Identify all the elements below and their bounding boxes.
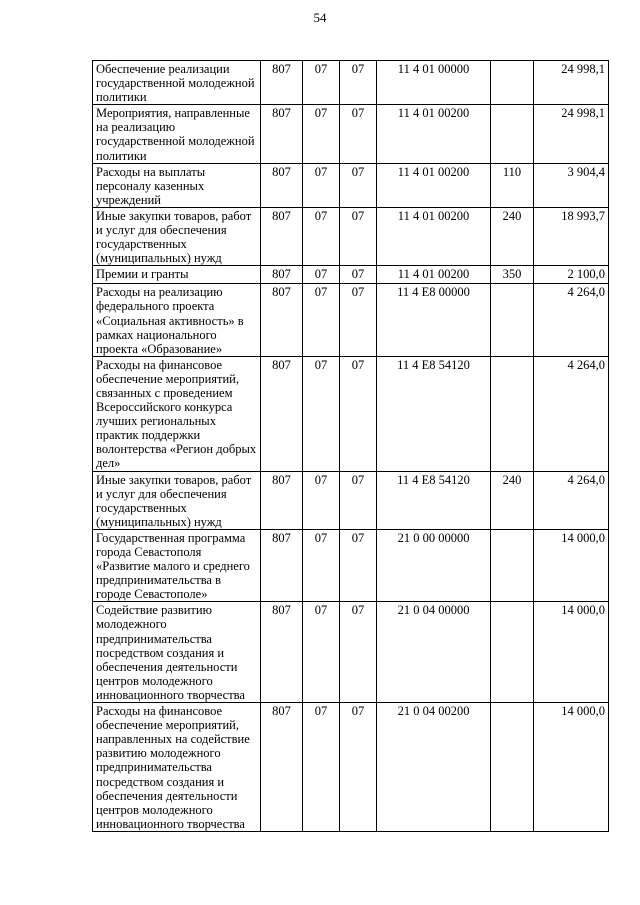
ministry-code-cell: 807 — [261, 266, 303, 284]
target-article-code-cell: 11 4 E8 00000 — [377, 284, 491, 356]
subsection-code-cell: 07 — [340, 207, 377, 265]
subsection-code-cell: 07 — [340, 602, 377, 703]
ministry-code-cell: 807 — [261, 284, 303, 356]
expense-type-code-cell — [491, 703, 534, 832]
target-article-code-cell: 21 0 04 00200 — [377, 703, 491, 832]
target-article-code-cell: 11 4 E8 54120 — [377, 471, 491, 529]
expense-type-code-cell — [491, 602, 534, 703]
expense-type-code-cell: 350 — [491, 266, 534, 284]
target-article-code-cell: 21 0 00 00000 — [377, 529, 491, 601]
section-code-cell: 07 — [303, 105, 340, 163]
ministry-code-cell: 807 — [261, 105, 303, 163]
section-code-cell: 07 — [303, 602, 340, 703]
section-code-cell: 07 — [303, 529, 340, 601]
subsection-code-cell: 07 — [340, 284, 377, 356]
subsection-code-cell: 07 — [340, 61, 377, 105]
expense-type-code-cell — [491, 105, 534, 163]
table-row — [93, 207, 609, 265]
section-code-cell: 07 — [303, 61, 340, 105]
expense-type-code-cell — [491, 284, 534, 356]
section-code-cell: 07 — [303, 284, 340, 356]
section-code-cell: 07 — [303, 163, 340, 207]
amount-cell: 3 904,4 — [534, 163, 609, 207]
subsection-code-cell: 07 — [340, 529, 377, 601]
section-code-cell: 07 — [303, 207, 340, 265]
subsection-code-cell: 07 — [340, 356, 377, 471]
expense-name-cell: Иные закупки товаров, работ и услуг для обеспечения государственных (муниципальных) нужд — [93, 471, 261, 529]
table-row — [93, 529, 609, 601]
target-article-code-cell: 11 4 01 00200 — [377, 266, 491, 284]
subsection-code-cell: 07 — [340, 105, 377, 163]
ministry-code-cell: 807 — [261, 61, 303, 105]
expense-type-code-cell: 240 — [491, 471, 534, 529]
subsection-code-cell: 07 — [340, 266, 377, 284]
target-article-code-cell: 11 4 01 00200 — [377, 207, 491, 265]
amount-cell: 24 998,1 — [534, 61, 609, 105]
ministry-code-cell: 807 — [261, 703, 303, 832]
table-row — [93, 105, 609, 163]
target-article-code-cell: 11 4 E8 54120 — [377, 356, 491, 471]
section-code-cell: 07 — [303, 266, 340, 284]
target-article-code-cell: 11 4 01 00000 — [377, 61, 491, 105]
subsection-code-cell: 07 — [340, 163, 377, 207]
expense-type-code-cell — [491, 529, 534, 601]
ministry-code-cell: 807 — [261, 207, 303, 265]
subsection-code-cell: 07 — [340, 471, 377, 529]
amount-cell: 14 000,0 — [534, 529, 609, 601]
target-article-code-cell: 11 4 01 00200 — [377, 105, 491, 163]
expense-name-cell: Расходы на финансовое обеспечение мероприятий, связанных с проведением Всероссийского конкурса лучших региональных практик поддержки волонтерства «Регион добрых дел» — [93, 356, 261, 471]
expense-name-cell: Расходы на реализацию федерального проекта «Социальная активность» в рамках национального проекта «Образование» — [93, 284, 261, 356]
amount-cell: 14 000,0 — [534, 703, 609, 832]
budget-table — [92, 60, 609, 832]
amount-cell: 4 264,0 — [534, 471, 609, 529]
table-row — [93, 284, 609, 356]
expense-name-cell: Мероприятия, направленные на реализацию государственной молодежной политики — [93, 105, 261, 163]
table-row — [93, 471, 609, 529]
target-article-code-cell: 11 4 01 00200 — [377, 163, 491, 207]
section-code-cell: 07 — [303, 471, 340, 529]
section-code-cell: 07 — [303, 356, 340, 471]
ministry-code-cell: 807 — [261, 471, 303, 529]
expense-type-code-cell: 240 — [491, 207, 534, 265]
ministry-code-cell: 807 — [261, 602, 303, 703]
target-article-code-cell: 21 0 04 00000 — [377, 602, 491, 703]
table-row — [93, 61, 609, 105]
amount-cell: 2 100,0 — [534, 266, 609, 284]
amount-cell: 4 264,0 — [534, 284, 609, 356]
ministry-code-cell: 807 — [261, 163, 303, 207]
expense-name-cell: Иные закупки товаров, работ и услуг для обеспечения государственных (муниципальных) нужд — [93, 207, 261, 265]
ministry-code-cell: 807 — [261, 529, 303, 601]
expense-type-code-cell: 110 — [491, 163, 534, 207]
page-number: 54 — [313, 10, 327, 25]
expense-type-code-cell — [491, 356, 534, 471]
subsection-code-cell: 07 — [340, 703, 377, 832]
table-row — [93, 356, 609, 471]
table-row — [93, 266, 609, 284]
amount-cell: 14 000,0 — [534, 602, 609, 703]
expense-name-cell: Содействие развитию молодежного предпринимательства посредством создания и обеспечения деятельности центров молодежного инновационного творчества — [93, 602, 261, 703]
expense-type-code-cell — [491, 61, 534, 105]
expense-name-cell: Расходы на выплаты персоналу казенных учреждений — [93, 163, 261, 207]
expense-name-cell: Премии и гранты — [93, 266, 261, 284]
table-row — [93, 163, 609, 207]
expense-name-cell: Государственная программа города Севастополя «Развитие малого и среднего предпринимательства в городе Севастополе» — [93, 529, 261, 601]
amount-cell: 18 993,7 — [534, 207, 609, 265]
amount-cell: 4 264,0 — [534, 356, 609, 471]
expense-name-cell: Обеспечение реализации государственной молодежной политики — [93, 61, 261, 105]
table-row — [93, 703, 609, 832]
ministry-code-cell: 807 — [261, 356, 303, 471]
amount-cell: 24 998,1 — [534, 105, 609, 163]
expense-name-cell: Расходы на финансовое обеспечение мероприятий, направленных на содействие развитию молодежного предпринимательства посредством создания и обеспечения деятельности центров молодежного инновационного творчества — [93, 703, 261, 832]
table-row — [93, 602, 609, 703]
section-code-cell: 07 — [303, 703, 340, 832]
